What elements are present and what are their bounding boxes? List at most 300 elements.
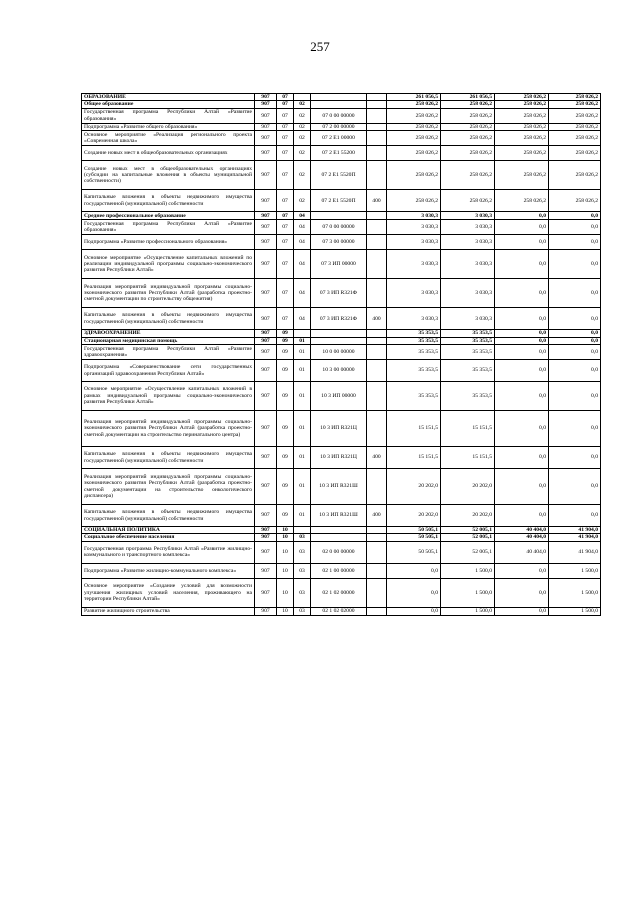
amount-col-2: 15 151,5: [441, 411, 495, 447]
amount-col-1: 35 353,5: [387, 360, 441, 382]
budget-table: [81, 93, 601, 616]
subsection-code: 04: [294, 220, 311, 235]
ministry-code: 907: [255, 607, 277, 615]
amount-col-4: 0,0: [549, 220, 601, 235]
table-row: [82, 541, 601, 563]
amount-col-2: 258 026,2: [441, 108, 495, 123]
expense-type-code: [367, 108, 387, 123]
amount-col-1: 20 202,0: [387, 505, 441, 527]
amount-col-4: 41 904,0: [549, 534, 601, 541]
table-row: [82, 607, 601, 615]
amount-col-1: 258 026,2: [387, 161, 441, 190]
amount-col-2: 258 026,2: [441, 146, 495, 161]
amount-col-1: 3 030,3: [387, 220, 441, 235]
row-description: Основное мероприятие «Осуществление капитальных вложений в рамках индивидуальной программы социально-экономического развития Республики Алтай»: [82, 382, 255, 411]
row-description: Основное мероприятие «Реализация регионального проекта «Современная школа»: [82, 131, 255, 146]
table-row: [82, 235, 601, 250]
target-article-code: 02 0 00 00000: [311, 541, 367, 563]
target-article-code: 10 3 ИП R321Ш: [311, 505, 367, 527]
target-article-code: 10 0 00 00000: [311, 345, 367, 360]
amount-col-3: 0,0: [495, 235, 549, 250]
amount-col-2: 3 030,3: [441, 235, 495, 250]
subsection-code: 03: [294, 541, 311, 563]
row-description: Капитальные вложения в объекты недвижимого имущества государственной (муниципальной) собственности: [82, 447, 255, 469]
row-description: Создание новых мест в общеобразовательных организациях (субсидии на капитальные вложения в объекты муниципальной собственности): [82, 161, 255, 190]
ministry-code: 907: [255, 235, 277, 250]
amount-col-1: 3 030,3: [387, 308, 441, 330]
section-code: 10: [277, 607, 294, 615]
subsection-code: 04: [294, 250, 311, 279]
amount-col-1: 258 026,2: [387, 131, 441, 146]
ministry-code: 907: [255, 308, 277, 330]
target-article-code: 07 2 E1 55200: [311, 146, 367, 161]
ministry-code: 907: [255, 527, 277, 534]
table-row: [82, 146, 601, 161]
section-code: 07: [277, 235, 294, 250]
expense-type-code: [367, 146, 387, 161]
table-row: [82, 505, 601, 527]
table-row: [82, 308, 601, 330]
target-article-code: 10 3 ИП R321Ц: [311, 411, 367, 447]
expense-type-code: 400: [367, 190, 387, 212]
section-row: [82, 337, 601, 344]
ministry-code: 907: [255, 123, 277, 130]
target-article-code: 02 1 02 00000: [311, 578, 367, 607]
row-description: СОЦИАЛЬНАЯ ПОЛИТИКА: [82, 527, 255, 534]
section-code: 09: [277, 360, 294, 382]
amount-col-2: 258 026,2: [441, 190, 495, 212]
section-code: 09: [277, 469, 294, 505]
row-description: Основное мероприятие «Осуществление капитальных вложений по реализации индивидуальной программы социально-экономического развития Республики Алтай»: [82, 250, 255, 279]
row-description: ОБРАЗОВАНИЕ: [82, 94, 255, 101]
amount-col-4: 0,0: [549, 345, 601, 360]
subsection-code: 01: [294, 469, 311, 505]
target-article-code: 02 1 00 00000: [311, 563, 367, 578]
subsection-code: 01: [294, 411, 311, 447]
section-row: [82, 527, 601, 534]
expense-type-code: [367, 527, 387, 534]
section-code: 07: [277, 131, 294, 146]
amount-col-4: 0,0: [549, 505, 601, 527]
target-article-code: [311, 534, 367, 541]
table-row: [82, 345, 601, 360]
section-row: [82, 330, 601, 337]
section-code: 07: [277, 123, 294, 130]
amount-col-3: 0,0: [495, 308, 549, 330]
row-description: Капитальные вложения в объекты недвижимого имущества государственной (муниципальной) собственности: [82, 505, 255, 527]
amount-col-4: 0,0: [549, 330, 601, 337]
amount-col-3: 0,0: [495, 447, 549, 469]
ministry-code: 907: [255, 131, 277, 146]
subsection-code: 02: [294, 161, 311, 190]
section-row: [82, 212, 601, 220]
page-number: 257: [310, 39, 330, 54]
amount-col-1: 258 026,2: [387, 190, 441, 212]
amount-col-3: 0,0: [495, 382, 549, 411]
expense-type-code: [367, 411, 387, 447]
amount-col-3: 0,0: [495, 279, 549, 308]
expense-type-code: [367, 94, 387, 101]
amount-col-2: 20 202,0: [441, 469, 495, 505]
section-code: 07: [277, 94, 294, 101]
section-code: 07: [277, 190, 294, 212]
ministry-code: 907: [255, 382, 277, 411]
target-article-code: 07 2 E1 00000: [311, 131, 367, 146]
target-article-code: [311, 94, 367, 101]
section-row: [82, 94, 601, 101]
section-code: 10: [277, 534, 294, 541]
subsection-code: 02: [294, 101, 311, 108]
row-description: Социальное обеспечение населения: [82, 534, 255, 541]
amount-col-4: 0,0: [549, 337, 601, 344]
section-code: 07: [277, 308, 294, 330]
amount-col-3: 0,0: [495, 330, 549, 337]
expense-type-code: 400: [367, 447, 387, 469]
subsection-code: [294, 527, 311, 534]
section-code: 07: [277, 220, 294, 235]
amount-col-4: 0,0: [549, 279, 601, 308]
target-article-code: 07 3 ИП R321Ф: [311, 308, 367, 330]
amount-col-4: 0,0: [549, 469, 601, 505]
target-article-code: 02 1 02 02000: [311, 607, 367, 615]
amount-col-3: 258 026,2: [495, 161, 549, 190]
row-description: Подпрограмма «Совершенствование сети государственных организаций здравоохранения Республики Алтай»: [82, 360, 255, 382]
row-description: Подпрограмма «Развитие жилищно-коммунального комплекса»: [82, 563, 255, 578]
target-article-code: 10 3 ИП R321Ш: [311, 469, 367, 505]
row-description: Государственная программа Республики Алтай «Развитие жилищно-коммунального и транспортного комплекса»: [82, 541, 255, 563]
amount-col-2: 35 353,5: [441, 337, 495, 344]
expense-type-code: [367, 578, 387, 607]
amount-col-3: 0,0: [495, 411, 549, 447]
ministry-code: 907: [255, 330, 277, 337]
target-article-code: 07 3 ИП R321Ф: [311, 279, 367, 308]
table-row: [82, 360, 601, 382]
amount-col-1: 50 505,1: [387, 541, 441, 563]
subsection-code: 03: [294, 534, 311, 541]
ministry-code: 907: [255, 505, 277, 527]
amount-col-1: 258 026,2: [387, 123, 441, 130]
ministry-code: 907: [255, 411, 277, 447]
table-row: [82, 108, 601, 123]
subsection-code: [294, 330, 311, 337]
amount-col-4: 258 026,2: [549, 161, 601, 190]
amount-col-1: 258 026,2: [387, 101, 441, 108]
ministry-code: 907: [255, 469, 277, 505]
expense-type-code: [367, 607, 387, 615]
target-article-code: 10 3 ИП R321Ц: [311, 447, 367, 469]
row-description: Создание новых мест в общеобразовательных организациях: [82, 146, 255, 161]
section-code: 09: [277, 337, 294, 344]
subsection-code: 04: [294, 235, 311, 250]
amount-col-4: 258 026,2: [549, 190, 601, 212]
subsection-code: 01: [294, 505, 311, 527]
amount-col-3: 258 026,2: [495, 123, 549, 130]
subsection-code: 04: [294, 279, 311, 308]
amount-col-3: 0,0: [495, 607, 549, 615]
row-description: Государственная программа Республики Алтай «Развитие образования»: [82, 108, 255, 123]
row-description: Развитие жилищного строительства: [82, 607, 255, 615]
amount-col-2: 261 056,5: [441, 94, 495, 101]
expense-type-code: 400: [367, 505, 387, 527]
target-article-code: [311, 101, 367, 108]
amount-col-2: 1 500,0: [441, 607, 495, 615]
amount-col-1: 15 151,5: [387, 447, 441, 469]
amount-col-3: 258 026,2: [495, 101, 549, 108]
amount-col-1: 15 151,5: [387, 411, 441, 447]
amount-col-2: 258 026,2: [441, 161, 495, 190]
row-description: Реализация мероприятий индивидуальной программы социально-экономического развития Республики Алтай (разработка проектно-сметной документации по строительству общежития): [82, 279, 255, 308]
section-code: 09: [277, 411, 294, 447]
table-row: [82, 250, 601, 279]
row-description: Реализация мероприятий индивидуальной программы социально-экономического развития Республики Алтай (разработка проектно-сметной документации на строительство перинатального центра): [82, 411, 255, 447]
section-code: 09: [277, 382, 294, 411]
section-code: 07: [277, 250, 294, 279]
amount-col-1: 20 202,0: [387, 469, 441, 505]
expense-type-code: [367, 337, 387, 344]
section-row: [82, 534, 601, 541]
expense-type-code: [367, 382, 387, 411]
expense-type-code: [367, 563, 387, 578]
target-article-code: [311, 212, 367, 220]
expense-type-code: [367, 279, 387, 308]
row-description: Капитальные вложения в объекты недвижимого имущества государственной (муниципальной) собственности: [82, 308, 255, 330]
amount-col-2: 35 353,5: [441, 330, 495, 337]
table-row: [82, 123, 601, 130]
amount-col-4: 258 026,2: [549, 131, 601, 146]
section-code: 07: [277, 279, 294, 308]
amount-col-3: 40 404,0: [495, 541, 549, 563]
expense-type-code: [367, 123, 387, 130]
amount-col-2: 258 026,2: [441, 123, 495, 130]
amount-col-1: 3 030,3: [387, 279, 441, 308]
amount-col-1: 3 030,3: [387, 250, 441, 279]
subsection-code: 01: [294, 447, 311, 469]
amount-col-3: 0,0: [495, 337, 549, 344]
subsection-code: 01: [294, 360, 311, 382]
amount-col-2: 1 500,0: [441, 563, 495, 578]
ministry-code: 907: [255, 447, 277, 469]
section-code: 10: [277, 527, 294, 534]
row-description: Подпрограмма «Развитие общего образования»: [82, 123, 255, 130]
amount-col-3: 0,0: [495, 578, 549, 607]
subsection-code: 03: [294, 607, 311, 615]
subsection-code: 03: [294, 563, 311, 578]
table-row: [82, 382, 601, 411]
ministry-code: 907: [255, 250, 277, 279]
expense-type-code: [367, 101, 387, 108]
table-row: [82, 469, 601, 505]
row-description: Основное мероприятие «Создание условий для возможности улучшения жилищных условий населения, проживающего на территории Республики Алтай»: [82, 578, 255, 607]
amount-col-1: 35 353,5: [387, 337, 441, 344]
amount-col-3: 258 026,2: [495, 146, 549, 161]
subsection-code: [294, 94, 311, 101]
amount-col-4: 41 904,0: [549, 527, 601, 534]
row-description: Капитальные вложения в объекты недвижимого имущества государственной (муниципальной) собственности: [82, 190, 255, 212]
amount-col-4: 0,0: [549, 382, 601, 411]
ministry-code: 907: [255, 578, 277, 607]
subsection-code: 01: [294, 382, 311, 411]
table-row: [82, 190, 601, 212]
expense-type-code: [367, 235, 387, 250]
amount-col-1: 258 026,2: [387, 146, 441, 161]
ministry-code: 907: [255, 161, 277, 190]
amount-col-4: 0,0: [549, 212, 601, 220]
subsection-code: 02: [294, 131, 311, 146]
amount-col-4: 1 500,0: [549, 607, 601, 615]
amount-col-4: 258 026,2: [549, 123, 601, 130]
amount-col-2: 35 353,5: [441, 360, 495, 382]
target-article-code: 07 3 00 00000: [311, 235, 367, 250]
table-row: [82, 563, 601, 578]
amount-col-2: 52 005,1: [441, 527, 495, 534]
section-code: 07: [277, 146, 294, 161]
amount-col-1: 35 353,5: [387, 345, 441, 360]
table-row: [82, 279, 601, 308]
amount-col-2: 1 500,0: [441, 578, 495, 607]
ministry-code: 907: [255, 541, 277, 563]
amount-col-2: 3 030,3: [441, 250, 495, 279]
amount-col-2: 35 353,5: [441, 382, 495, 411]
section-code: 09: [277, 447, 294, 469]
section-code: 07: [277, 108, 294, 123]
subsection-code: 01: [294, 337, 311, 344]
amount-col-4: 1 500,0: [549, 563, 601, 578]
amount-col-4: 258 026,2: [549, 94, 601, 101]
expense-type-code: [367, 131, 387, 146]
amount-col-3: 0,0: [495, 345, 549, 360]
ministry-code: 907: [255, 146, 277, 161]
target-article-code: 10 3 ИП 00000: [311, 382, 367, 411]
amount-col-2: 3 030,3: [441, 279, 495, 308]
amount-col-3: 0,0: [495, 563, 549, 578]
amount-col-3: 258 026,2: [495, 190, 549, 212]
expense-type-code: [367, 345, 387, 360]
expense-type-code: [367, 541, 387, 563]
amount-col-4: 258 026,2: [549, 101, 601, 108]
target-article-code: 07 3 ИП 00000: [311, 250, 367, 279]
section-code: 09: [277, 330, 294, 337]
row-description: Среднее профессиональное образование: [82, 212, 255, 220]
amount-col-1: 261 056,5: [387, 94, 441, 101]
row-description: Стационарная медицинская помощь: [82, 337, 255, 344]
amount-col-3: 258 026,2: [495, 94, 549, 101]
amount-col-1: 35 353,5: [387, 382, 441, 411]
amount-col-4: 0,0: [549, 235, 601, 250]
subsection-code: 01: [294, 345, 311, 360]
section-code: 09: [277, 345, 294, 360]
amount-col-4: 0,0: [549, 250, 601, 279]
target-article-code: 07 0 00 00000: [311, 220, 367, 235]
amount-col-2: 35 353,5: [441, 345, 495, 360]
amount-col-1: 3 030,3: [387, 212, 441, 220]
section-code: 10: [277, 541, 294, 563]
target-article-code: [311, 330, 367, 337]
subsection-code: 02: [294, 190, 311, 212]
ministry-code: 907: [255, 534, 277, 541]
target-article-code: [311, 527, 367, 534]
table-row: [82, 578, 601, 607]
subsection-code: 04: [294, 212, 311, 220]
amount-col-4: 258 026,2: [549, 146, 601, 161]
amount-col-4: 41 904,0: [549, 541, 601, 563]
expense-type-code: [367, 250, 387, 279]
amount-col-4: 0,0: [549, 308, 601, 330]
ministry-code: 907: [255, 212, 277, 220]
subsection-code: 02: [294, 146, 311, 161]
section-code: 10: [277, 578, 294, 607]
expense-type-code: [367, 330, 387, 337]
amount-col-2: 258 026,2: [441, 101, 495, 108]
row-description: Подпрограмма «Развитие профессионального образования»: [82, 235, 255, 250]
amount-col-3: 0,0: [495, 505, 549, 527]
row-description: Общее образование: [82, 101, 255, 108]
ministry-code: 907: [255, 94, 277, 101]
ministry-code: 907: [255, 279, 277, 308]
amount-col-4: 0,0: [549, 360, 601, 382]
expense-type-code: [367, 161, 387, 190]
table-row: [82, 411, 601, 447]
amount-col-1: 3 030,3: [387, 235, 441, 250]
amount-col-2: 15 151,5: [441, 447, 495, 469]
amount-col-2: 3 030,3: [441, 212, 495, 220]
amount-col-2: 3 030,3: [441, 308, 495, 330]
subsection-code: 02: [294, 108, 311, 123]
amount-col-3: 0,0: [495, 360, 549, 382]
section-code: 09: [277, 505, 294, 527]
amount-col-2: 20 202,0: [441, 505, 495, 527]
amount-col-1: 50 505,1: [387, 527, 441, 534]
row-description: Реализация мероприятий индивидуальной программы социально-экономического развития Республики Алтай (разработка проектно-сметной документации на строительство онкологического диспансера): [82, 469, 255, 505]
row-description: Государственная программа Республики Алтай «Развитие образования»: [82, 220, 255, 235]
amount-col-1: 0,0: [387, 578, 441, 607]
subsection-code: 03: [294, 578, 311, 607]
amount-col-4: 258 026,2: [549, 108, 601, 123]
row-description: ЗДРАВООХРАНЕНИЕ: [82, 330, 255, 337]
section-code: 07: [277, 161, 294, 190]
amount-col-2: 258 026,2: [441, 131, 495, 146]
ministry-code: 907: [255, 220, 277, 235]
section-code: 07: [277, 101, 294, 108]
ministry-code: 907: [255, 190, 277, 212]
target-article-code: 07 2 E1 5520П: [311, 190, 367, 212]
amount-col-1: 50 505,1: [387, 534, 441, 541]
amount-col-2: 52 005,1: [441, 541, 495, 563]
subsection-code: 02: [294, 123, 311, 130]
target-article-code: 10 3 00 00000: [311, 360, 367, 382]
amount-col-3: 258 026,2: [495, 108, 549, 123]
amount-col-4: 0,0: [549, 411, 601, 447]
amount-col-2: 52 005,1: [441, 534, 495, 541]
amount-col-3: 40 404,0: [495, 527, 549, 534]
ministry-code: 907: [255, 345, 277, 360]
section-row: [82, 101, 601, 108]
amount-col-3: 0,0: [495, 469, 549, 505]
target-article-code: 07 2 E1 5520П: [311, 161, 367, 190]
table-row: [82, 447, 601, 469]
expense-type-code: [367, 360, 387, 382]
expense-type-code: [367, 534, 387, 541]
table-row: [82, 161, 601, 190]
amount-col-1: 258 026,2: [387, 108, 441, 123]
target-article-code: [311, 337, 367, 344]
amount-col-3: 0,0: [495, 250, 549, 279]
section-code: 10: [277, 563, 294, 578]
amount-col-4: 1 500,0: [549, 578, 601, 607]
amount-col-1: 0,0: [387, 607, 441, 615]
target-article-code: 07 2 00 00000: [311, 123, 367, 130]
section-code: 07: [277, 212, 294, 220]
amount-col-3: 0,0: [495, 220, 549, 235]
